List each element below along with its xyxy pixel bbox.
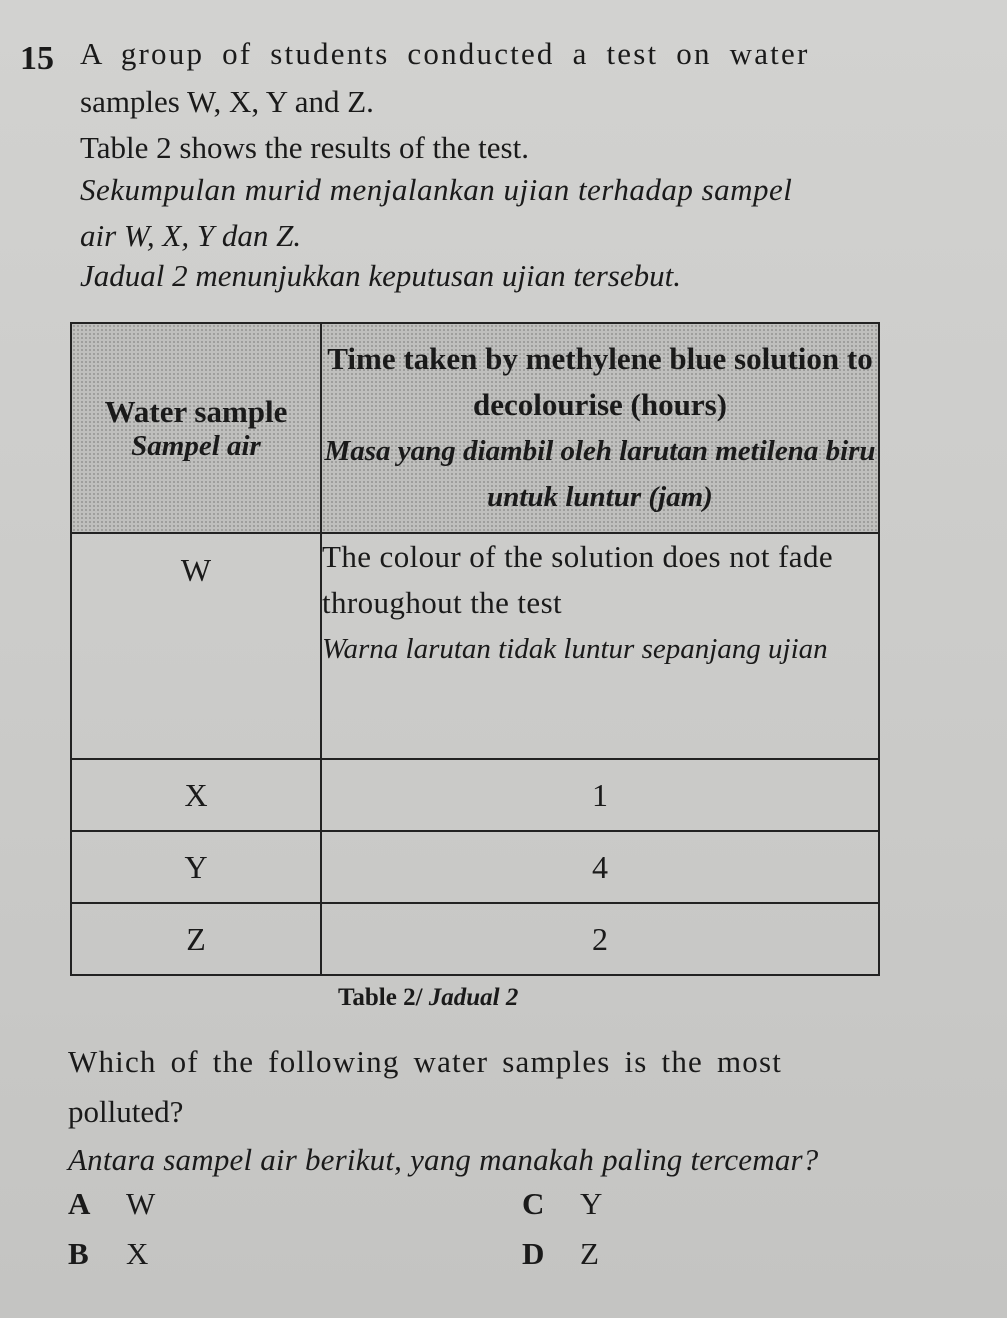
result-cell: 2 [321,903,879,975]
sample-cell: X [71,759,321,831]
result-cell: 4 [321,831,879,903]
prompt-en-line-1: Which of the following water samples is the most [68,1044,783,1079]
result-w-en: The colour of the solution does not fade throughout the test [322,539,834,620]
result-cell [321,533,879,759]
table-header-row [71,323,879,533]
prompt-ms: Antara sampel air berikut, yang manakah paling tercemar? [68,1142,819,1177]
table-row [71,759,879,831]
question-number: 15 [20,40,54,77]
caption-ms: Jadual 2 [428,984,519,1011]
option-text: Y [580,1186,603,1221]
option-letter: A [68,1186,91,1221]
header-sample-ms: Sampel air [131,429,261,462]
option-letter: D [522,1236,545,1271]
table-row [71,533,879,759]
header-water-sample [71,323,321,533]
table-row [71,831,879,903]
result-w-ms: Warna larutan tidak luntur sepanjang ujian [322,633,828,665]
header-time-taken [321,323,879,533]
table-row [71,903,879,975]
option-d[interactable] [522,1236,599,1272]
stem-ms-line-3: Jadual 2 menunjukkan keputusan ujian tersebut. [80,258,681,293]
option-a[interactable] [68,1186,155,1222]
header-time-en: Time taken by methylene blue solution to decolourise (hours) [327,341,873,422]
header-sample-en: Water sample [104,393,288,429]
option-c[interactable] [522,1186,602,1222]
sample-cell: Z [71,903,321,975]
option-b[interactable] [68,1236,148,1272]
option-text: Z [580,1236,599,1271]
sample-cell: Y [71,831,321,903]
option-text: W [126,1186,156,1221]
sample-cell: W [71,533,321,759]
option-text: X [126,1236,149,1271]
caption-en: Table 2/ [338,984,423,1011]
result-cell: 1 [321,759,879,831]
table-caption [338,984,518,1012]
stem-en-line-2: samples W, X, Y and Z. [80,84,374,119]
stem-ms-line-1: Sekumpulan murid menjalankan ujian terhadap sampel [80,172,793,207]
option-letter: C [522,1186,545,1221]
header-time-ms: Masa yang diambil oleh larutan metilena biru untuk luntur (jam) [324,435,876,513]
results-table [70,322,880,976]
stem-en-line-3: Table 2 shows the results of the test. [80,130,529,165]
prompt-en-line-2: polluted? [68,1094,184,1129]
stem-en-line-1: A group of students conducted a test on water [80,36,810,71]
stem-ms-line-2: air W, X, Y dan Z. [80,218,302,253]
option-letter: B [68,1236,89,1271]
